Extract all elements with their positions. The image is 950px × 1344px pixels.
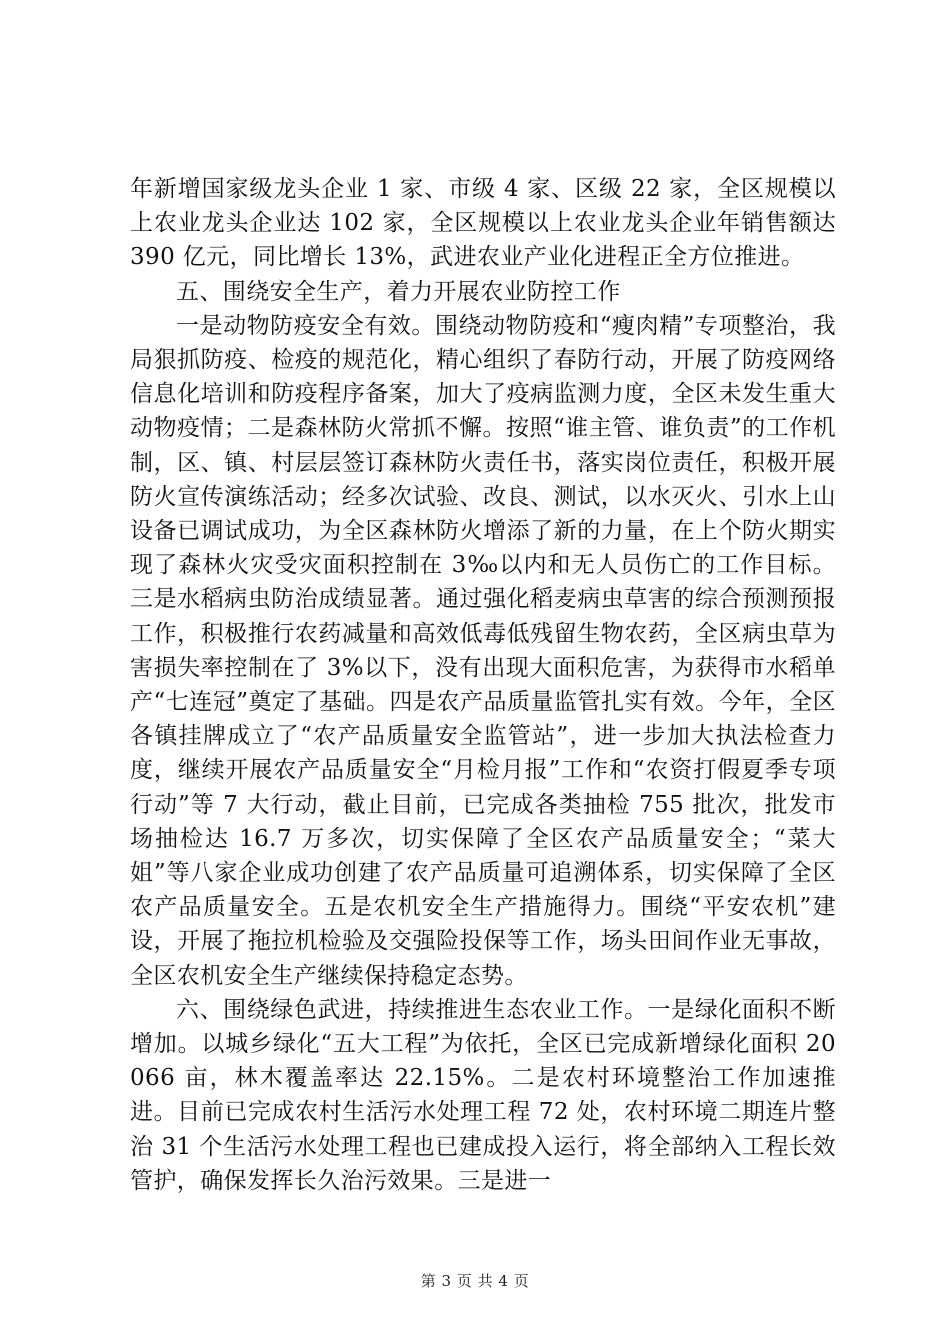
- section-heading-five: 五、围绕安全生产，着力开展农业防控工作: [176, 278, 621, 305]
- page-footer: 第 3 页 共 4 页: [420, 1272, 530, 1290]
- paragraph-section-six: 六、围绕绿色武进，持续推进生态农业工作。一是绿化面积不断增加。以城乡绿化“五大工程”为依托，全区已完成新增绿化面积 20066 亩，林木覆盖率达 22.15%。二是农村环境整治工作加速推进。目前已完成农村生活污水处理工程 72 处，农村环境二期连片整治 31 个生活污水处理工程也已建成投入运行，将全部纳入工程长效管护，确保发挥长久治污效果。三是进一: [130, 996, 836, 1194]
- document-body: [130, 172, 836, 1198]
- paragraph-safety-production: 一是动物防疫安全有效。围绕动物防疫和“瘦肉精”专项整治，我局狠抓防疫、检疫的规范化，精心组织了春防行动，开展了防疫网络信息化培训和防疫程序备案，加大了疫病监测力度，全区未发生重大动物疫情；二是森林防火常抓不懈。按照“谁主管、谁负责”的工作机制，区、镇、村层层签订森林防火责任书，落实岗位责任，积极开展防火宣传演练活动；经多次试验、改良、测试，以水灭火、引水上山设备已调试成功，为全区森林防火增添了新的力量，在上个防火期实现了森林火灾受灾面积控制在 3‰以内和无人员伤亡的工作目标。三是水稻病虫防治成绩显著。通过强化稻麦病虫草害的综合预测预报工作，积极推行农药减量和高效低毒低残留生物农药，全区病虫草为害损失率控制在了 3%以下，没有出现大面积危害，为获得市水稻单产“七连冠”奠定了基础。四是农产品质量监管扎实有效。今年，全区各镇挂牌成立了“农产品质量安全监管站”，进一步加大执法检查力度，继续开展农产品质量安全“月检月报”工作和“农资打假夏季专项行动”等 7 大行动，截止目前，已完成各类抽检 755 批次，批发市场抽检达 16.7 万多次，切实保障了全区农产品质量安全；“菜大姐”等八家企业成功创建了农产品质量可追溯体系，切实保障了全区农产品质量安全。五是农机安全生产措施得力。围绕“平安农机”建设，开展了拖拉机检验及交强险投保等工作，场头田间作业无事故，全区农机安全生产继续保持稳定态势。: [130, 312, 836, 989]
- paragraph-continuation: 年新增国家级龙头企业 1 家、市级 4 家、区级 22 家，全区规模以上农业龙头企业达 102 家，全区规模以上农业龙头企业年销售额达 390 亿元，同比增长 13%，武进农业产业化进程正全方位推进。: [130, 176, 836, 271]
